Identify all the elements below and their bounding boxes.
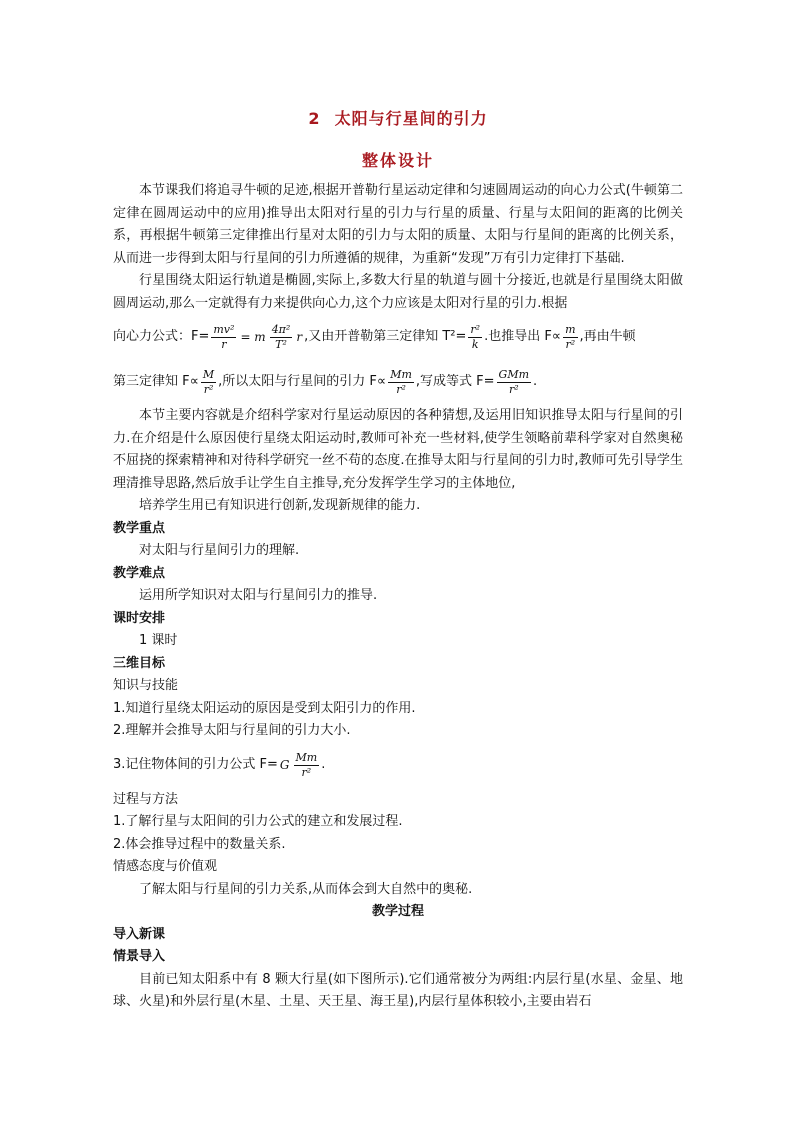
- key-points-text: 对太阳与行星间引力的理解.: [139, 543, 300, 558]
- difficulties-text: 运用所学知识对太阳与行星间引力的推导.: [139, 588, 378, 603]
- heading-new-lesson: 导入新课: [113, 926, 166, 942]
- heading-schedule: 课时安排: [113, 610, 166, 626]
- knowledge-item-1: 1.知道行星绕太阳运动的原因是受到太阳引力的作用.: [113, 700, 416, 716]
- knowledge-item-3: 3.记住物体间的引力公式 F= G $\frac{Mm}{\text{r²}}$ .: [113, 751, 326, 779]
- fraction-r2-over-k: $\frac{\text{r²}}{k}$: [470, 322, 481, 351]
- scenario-text: 目前已知太阳系中有 8 颗大行星(如下图所示).它们通常被分为两组:内层行星(水星、金星、地球、火星)和外层行星(木星、土星、天王星、海王星),内层行星体积较小,主要由岩石: [113, 971, 683, 1009]
- subheading-values: 情感态度与价值观: [113, 859, 218, 874]
- page-title: [113, 106, 683, 129]
- page-subtitle: 整体设计: [361, 151, 434, 170]
- fraction-GMm-over-r2: $\frac{\text{GMm}}{\text{r²}}$: [498, 367, 530, 396]
- fraction-mv2-over-r: $\frac{\text{mv²}}{r}$: [213, 322, 235, 351]
- intro-paragraph-1: 本节课我们将追寻牛顿的足迹,根据开普勒行星运动定律和匀速圆周运动的向心力公式(牛顿第二定律在圆周运动中的应用)推导出太阳对行星的引力与行星的质量、行星与太阳间的距离的比例关系，再根据牛顿第三定律推出行星对太阳的引力与太阳的质量、太阳与行星间的距离的比例关系，从而进一步得到太阳与行星间的引力所遵循的规律，为重新“发现”万有引力定律打下基础.: [113, 183, 683, 266]
- intro-paragraph-2: 行星围绕太阳运行轨道是椭圆,实际上,多数大行星的轨道与圆十分接近,也就是行星围绕太阳做圆周运动,那么一定就得有力来提供向心力,这个力应该是太阳对行星的引力.根据: [113, 273, 683, 311]
- section-number: 2: [308, 109, 321, 128]
- section-title: 太阳与行星间的引力: [334, 109, 488, 128]
- heading-teaching-process: 教学过程: [371, 904, 424, 919]
- formula-line-1: 向心力公式：F= $\frac{\text{mv²}}{r}$ = m $\frac{\text{4π²}}{\text{T²}}$ r ,又由开普勒第三定律知 T²= $\frac{\text{r²}}{k}$ .也推导出 F∝ $\frac{m}{\text{r²}}$ ,再由牛顿: [113, 322, 636, 351]
- values-item-1: 了解太阳与行星间的引力关系,从而体会到大自然中的奥秘.: [139, 881, 473, 897]
- heading-scenario: 情景导入: [113, 949, 166, 964]
- document-body: [113, 180, 683, 1014]
- subheading-process: 过程与方法: [113, 791, 179, 807]
- process-item-1: 1.了解行星与太阳间的引力公式的建立和发展过程.: [113, 814, 403, 829]
- heading-goals: 三维目标: [113, 655, 166, 671]
- fraction-Mm-over-r2-g: $\frac{Mm}{\text{r²}}$: [295, 751, 318, 779]
- intro-paragraph-4: 培养学生用已有知识进行创新,发现新规律的能力.: [139, 498, 421, 513]
- fraction-m-over-r2: $\frac{m}{\text{r²}}$: [565, 322, 576, 351]
- schedule-text: 1 课时: [139, 633, 178, 648]
- process-item-2: 2.体会推导过程中的数量关系.: [113, 836, 286, 852]
- fraction-4pi2-over-T2: $\frac{\text{4π²}}{\text{T²}}$: [271, 322, 291, 351]
- formula-line-2: 第三定律知 F∝ $\frac{M}{\text{r²}}$ ,所以太阳与行星间的引力 F∝ $\frac{Mm}{\text{r²}}$ ,写成等式 F= $\frac{\text{GMm}}{\text{r²}}$ .: [113, 367, 538, 396]
- knowledge-item-2: 2.理解并会推导太阳与行星间的引力大小.: [113, 723, 351, 738]
- heading-key-points: 教学重点: [113, 520, 166, 536]
- subheading-knowledge: 知识与技能: [113, 678, 179, 693]
- heading-difficulties: 教学难点: [113, 565, 166, 581]
- fraction-Mm-over-r2: $\frac{Mm}{\text{r²}}$: [390, 367, 412, 396]
- intro-paragraph-3: 本节主要内容就是介绍科学家对行星运动原因的各种猜想,及运用旧知识推导太阳与行星间的引力.在介绍是什么原因使行星绕太阳运动时,教师可补充一些材料,使学生领略前辈科学家对自然奥秘不屈挠的探索精神和对待科学研究一丝不苟的态度.在推导太阳与行星间的引力时,教师可先引导学生理清推导思路,然后放手让学生自主推导,充分发挥学生学习的主体地位,: [113, 408, 683, 491]
- fraction-M-over-r2: $\frac{M}{\text{r²}}$: [202, 367, 215, 396]
